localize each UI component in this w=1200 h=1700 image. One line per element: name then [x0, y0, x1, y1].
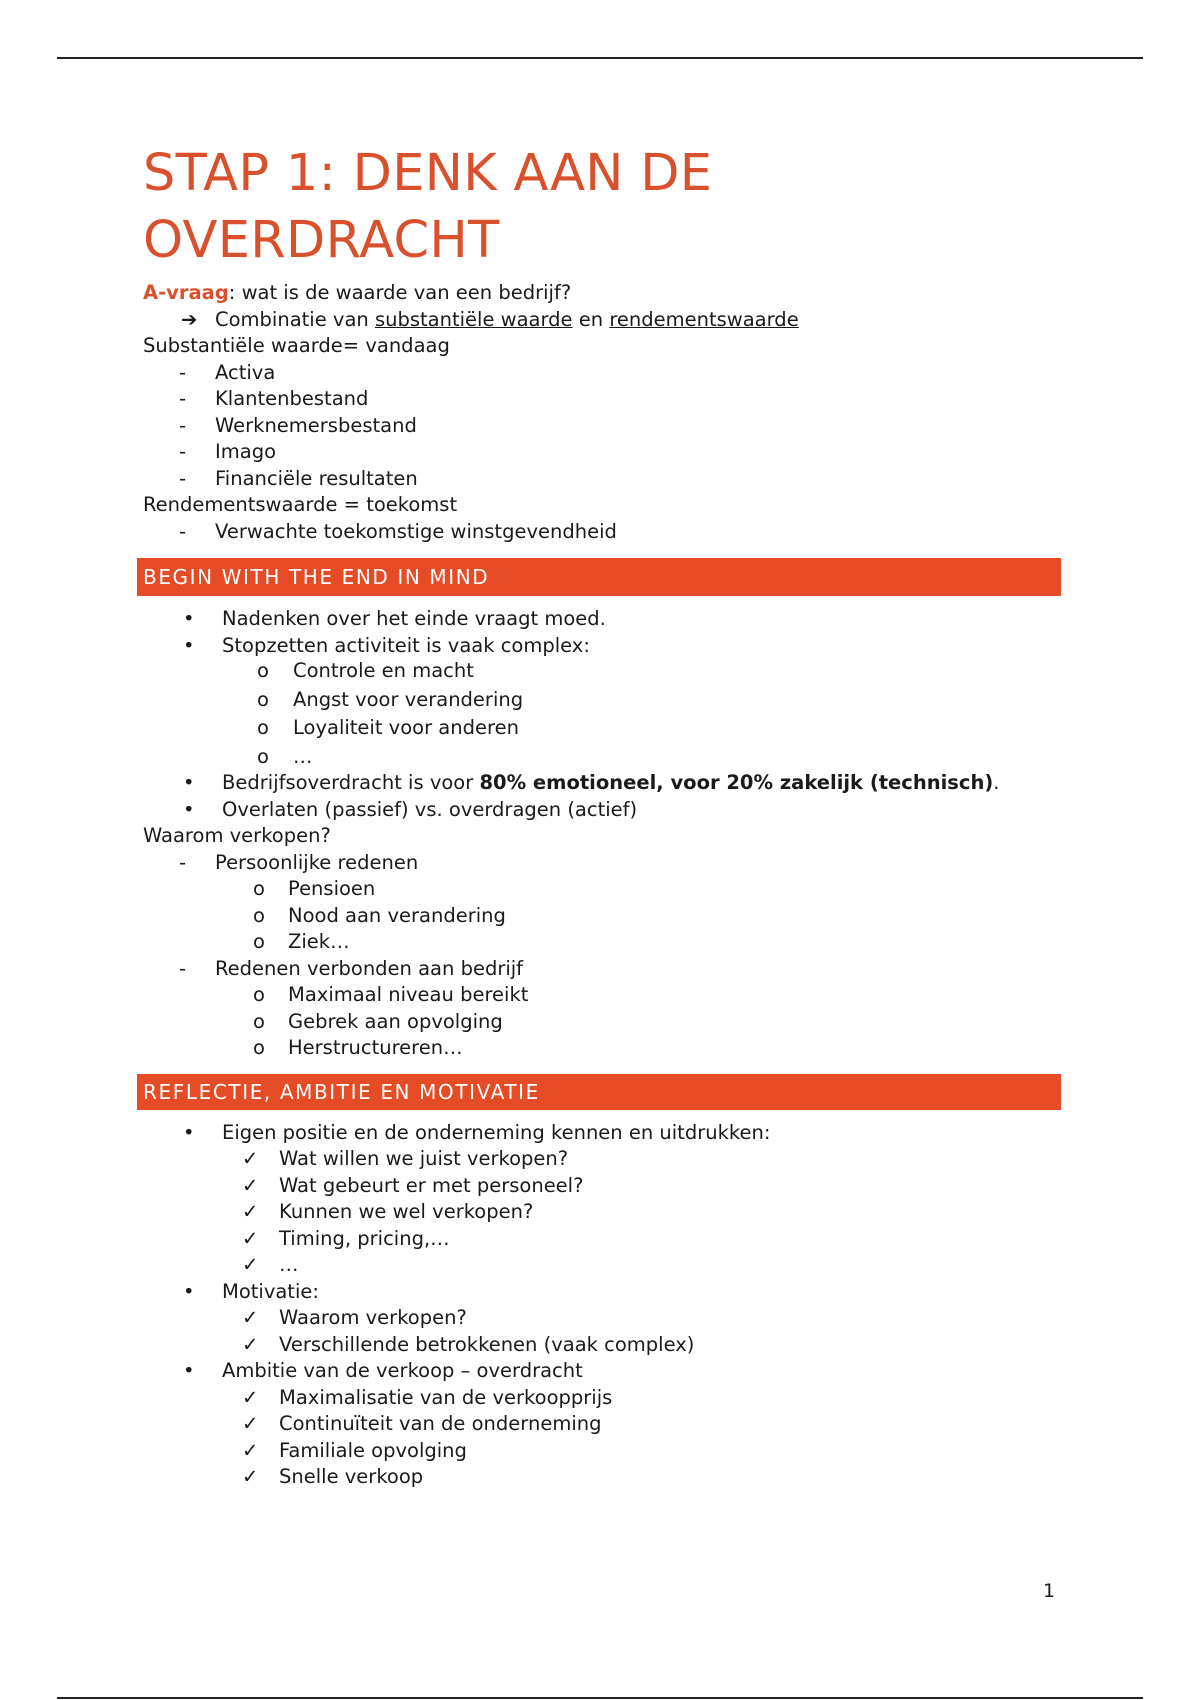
combinatie-pre: Combinatie van [215, 307, 375, 331]
footer-rule [57, 1697, 1143, 1699]
sub-item [143, 715, 1063, 742]
check-icon: ✓ [242, 1332, 259, 1356]
a-vraag-label: A-vraag [143, 281, 229, 304]
substantiele-waarde-term: substantiële waarde [374, 307, 573, 331]
list-item [143, 466, 1063, 493]
title-line-1: STAP 1: DENK AAN DE [143, 144, 713, 203]
bullet-item [143, 606, 1063, 633]
check-icon: ✓ [242, 1465, 259, 1488]
sub-item-text: Controle en macht [293, 659, 474, 682]
sub-item-text: Angst voor verandering [293, 687, 524, 711]
list-item-text: Klantenbestand [215, 387, 369, 410]
sub-item-text: Herstructureren… [288, 1036, 463, 1059]
dash-marker: - [179, 850, 187, 874]
reason-text: Persoonlijke redenen [215, 850, 419, 874]
sub-item [143, 1009, 1063, 1036]
check-item [143, 1252, 1063, 1279]
dash-marker: - [179, 360, 187, 384]
dash-marker: - [179, 387, 187, 410]
circle-marker: o [253, 930, 265, 953]
check-text: … [279, 1253, 299, 1276]
check-text: Timing, pricing,… [279, 1226, 450, 1250]
circle-marker: o [253, 1036, 265, 1059]
reason-item [143, 850, 1063, 877]
bullet-marker: • [183, 1359, 195, 1382]
check-text: Wat willen we juist verkopen? [279, 1147, 569, 1170]
check-text: Waarom verkopen? [279, 1306, 467, 1329]
check-icon: ✓ [242, 1306, 259, 1329]
list-item [143, 360, 1063, 387]
sub-item-text: Ziek… [288, 930, 350, 953]
bullet-marker: • [183, 1120, 195, 1144]
bullet-item [143, 1120, 1063, 1147]
sub-item-text: Pensioen [288, 877, 376, 900]
circle-marker: o [253, 1009, 265, 1033]
sub-item-text: Loyaliteit voor anderen [293, 716, 519, 739]
bullet-text: Stopzetten activiteit is vaak complex: [222, 633, 590, 657]
check-item [143, 1226, 1063, 1253]
list-item-text: Imago [215, 440, 277, 463]
list-item-text: Verwachte toekomstige winstgevendheid [215, 519, 617, 543]
dash-marker: - [179, 413, 187, 437]
dash-marker: - [179, 519, 187, 543]
title-line-2: OVERDRACHT [143, 211, 500, 270]
check-text: Kunnen we wel verkopen? [279, 1200, 534, 1223]
check-text: Verschillende betrokkenen (vaak complex) [279, 1332, 695, 1356]
bullet-marker: • [183, 607, 195, 630]
bullet-marker: • [183, 771, 195, 794]
bullet-marker: • [183, 633, 195, 657]
sub-item [143, 929, 1063, 956]
circle-marker: o [257, 744, 269, 768]
section-banner-reflectie: REFLECTIE, AMBITIE EN MOTIVATIE [137, 1074, 1061, 1110]
check-item [143, 1438, 1063, 1465]
bullet-marker: • [183, 797, 195, 821]
circle-marker: o [257, 687, 269, 711]
section-banner-begin: BEGIN WITH THE END IN MIND [137, 558, 1061, 596]
dash-marker: - [179, 956, 187, 980]
document-body [143, 140, 1063, 1491]
a-vraag-text: : wat is de waarde van een bedrijf? [228, 281, 572, 304]
waarom-heading: Waarom verkopen? [143, 824, 331, 847]
sub-item-text: Nood aan verandering [288, 903, 506, 927]
list-item [143, 439, 1063, 466]
check-icon: ✓ [242, 1200, 259, 1223]
bullet-marker: • [183, 1279, 195, 1303]
sub-item [143, 687, 1063, 714]
check-item [143, 1173, 1063, 1200]
list-item-text: Financiële resultaten [215, 466, 418, 490]
list-item-text: Werknemersbestand [215, 413, 417, 437]
check-item [143, 1146, 1063, 1173]
bullet-item [143, 797, 1063, 824]
rendement-list [143, 519, 1063, 546]
check-item [143, 1464, 1063, 1491]
check-item [143, 1305, 1063, 1332]
bullet-item [143, 633, 1063, 660]
sub-item [143, 658, 1063, 685]
sub-item [143, 1035, 1063, 1062]
check-icon: ✓ [242, 1226, 259, 1250]
arrow-icon: ➔ [181, 307, 198, 331]
bullet-text: Motivatie: [222, 1279, 319, 1303]
check-icon: ✓ [242, 1385, 259, 1409]
bullet-bold-text: 80% emotioneel, voor 20% zakelijk (technisch) [479, 771, 994, 794]
circle-marker: o [253, 903, 265, 927]
list-item [143, 386, 1063, 413]
check-icon: ✓ [242, 1253, 259, 1276]
check-text: Snelle verkoop [279, 1465, 424, 1488]
bullet-item [143, 1358, 1063, 1385]
check-text: Maximalisatie van de verkoopprijs [279, 1385, 613, 1409]
check-item [143, 1199, 1063, 1226]
a-vraag-line [143, 280, 1063, 307]
sub-item [143, 876, 1063, 903]
list-item [143, 519, 1063, 546]
bullet-text-end: . [993, 771, 1000, 794]
combinatie-line [143, 307, 1063, 334]
dash-marker: - [179, 466, 187, 490]
sub-item-text: Maximaal niveau bereikt [288, 983, 529, 1006]
reason-item [143, 956, 1063, 983]
list-item-text: Activa [215, 360, 276, 384]
page-title [143, 140, 1063, 274]
check-item [143, 1411, 1063, 1438]
sub-item [143, 744, 1063, 771]
check-icon: ✓ [242, 1438, 259, 1462]
check-text: Wat gebeurt er met personeel? [279, 1173, 584, 1197]
substantieel-list [143, 360, 1063, 493]
sub-item-text: … [293, 744, 313, 768]
check-text: Familiale opvolging [279, 1438, 467, 1462]
check-item [143, 1385, 1063, 1412]
sub-item-text: Gebrek aan opvolging [288, 1009, 503, 1033]
circle-marker: o [253, 877, 265, 900]
sub-item [143, 982, 1063, 1009]
page-number: 1 [1043, 1580, 1056, 1602]
list-item [143, 413, 1063, 440]
check-icon: ✓ [242, 1412, 259, 1435]
check-item [143, 1332, 1063, 1359]
bullet-item [143, 1279, 1063, 1306]
check-icon: ✓ [242, 1173, 259, 1197]
rendementswaarde-term: rendementswaarde [609, 307, 799, 331]
circle-marker: o [257, 659, 269, 682]
substantieel-heading: Substantiële waarde= vandaag [143, 334, 450, 357]
check-text: Continuïteit van de onderneming [279, 1412, 602, 1435]
sub-item [143, 903, 1063, 930]
circle-marker: o [257, 716, 269, 739]
reason-text: Redenen verbonden aan bedrijf [215, 956, 524, 980]
circle-marker: o [253, 983, 265, 1006]
bullet-text: Eigen positie en de onderneming kennen en uitdrukken: [222, 1120, 771, 1144]
dash-marker: - [179, 440, 187, 463]
bullet-text: Nadenken over het einde vraagt moed. [222, 607, 606, 630]
bullet-text: Overlaten (passief) vs. overdragen (actief) [222, 797, 638, 821]
combinatie-mid: en [572, 307, 610, 331]
check-icon: ✓ [242, 1147, 259, 1170]
bullet-text: Ambitie van de verkoop – overdracht [222, 1359, 583, 1382]
rendement-heading: Rendementswaarde = toekomst [143, 493, 458, 516]
bullet-item [143, 770, 1063, 797]
bullet-text: Bedrijfsoverdracht is voor [222, 771, 480, 794]
header-rule [57, 57, 1143, 59]
